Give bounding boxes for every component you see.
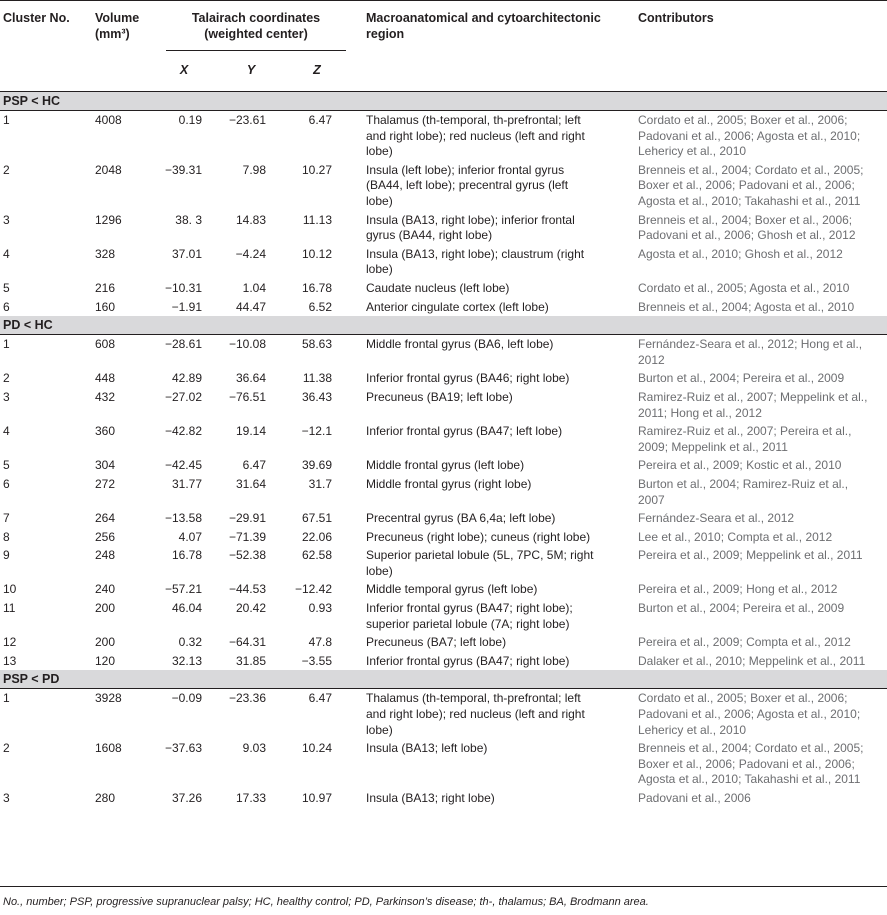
region-text: Inferior frontal gyrus (BA46; right lobe): [366, 371, 570, 386]
region-text: Precentral gyrus (BA 6,4a; left lobe): [366, 511, 556, 526]
header-region-line1: Macroanatomical and cytoarchitectonic: [366, 11, 601, 25]
table-body: [0, 92, 887, 808]
region-text: Anterior cingulate cortex (left lobe): [366, 299, 549, 314]
region-text: lobe): [366, 262, 393, 277]
z-coordinate: 58.63: [301, 337, 332, 352]
region-text: Thalamus (th-temporal, th-prefrontal; left: [366, 691, 581, 706]
region-text: Middle frontal gyrus (BA6, left lobe): [366, 337, 554, 352]
table-row: [0, 528, 887, 547]
contributors-text: Brenneis et al., 2004; Cordato et al., 2005;: [638, 741, 864, 756]
volume: 2048: [95, 162, 122, 177]
contributors-text: Lehericy et al., 2010: [638, 144, 747, 159]
cluster-number: 1: [3, 113, 10, 127]
header-region-line2: region: [366, 27, 405, 41]
region-text: Thalamus (th-temporal, th-prefrontal; left: [366, 113, 581, 127]
contributors-text: Padovani et al., 2006; Agosta et al., 2010;: [638, 707, 861, 722]
y-coordinate: 7.98: [242, 162, 266, 177]
x-coordinate: −37.63: [164, 741, 202, 756]
header-cluster: Cluster No.: [3, 11, 70, 25]
contributors-text: Padovani et al., 2006; Ghosh et al., 2012: [638, 228, 856, 243]
contributors-text: 2011; Hong et al., 2012: [638, 405, 762, 420]
table-row: [0, 245, 887, 279]
table-row: [0, 509, 887, 528]
table-row: [0, 369, 887, 388]
z-coordinate: 47.8: [308, 635, 332, 650]
cluster-number: 2: [3, 741, 10, 756]
contributors-text: 2009; Meppelink et al., 2011: [638, 439, 788, 454]
header-talairach-line1: Talairach coordinates: [191, 11, 321, 25]
table-row: [0, 161, 887, 211]
cluster-number: 2: [3, 162, 10, 177]
z-coordinate: 36.43: [301, 389, 332, 404]
volume: 3928: [95, 691, 122, 706]
region-text: Inferior frontal gyrus (BA47; right lobe): [366, 653, 570, 668]
cluster-number: 12: [3, 635, 17, 650]
table-row: [0, 789, 887, 808]
contributors-text: Boxer et al., 2006; Padovani et al., 2006;: [638, 178, 855, 193]
volume: 272: [95, 476, 116, 491]
contributors-text: Agosta et al., 2010; Ghosh et al., 2012: [638, 246, 843, 261]
y-coordinate: −23.36: [228, 691, 266, 706]
z-coordinate: 22.06: [301, 529, 332, 544]
cluster-number: 1: [3, 337, 10, 352]
cluster-number: 5: [3, 280, 10, 295]
z-coordinate: 10.27: [301, 162, 332, 177]
region-text: lobe): [366, 193, 393, 208]
table-row: [0, 111, 887, 161]
volume: 200: [95, 635, 116, 650]
cluster-number: 6: [3, 299, 10, 314]
y-coordinate: 14.83: [235, 212, 266, 227]
contributors-text: Agosta et al., 2010; Takahashi et al., 2011: [638, 772, 861, 787]
contributors-text: Pereira et al., 2009; Meppelink et al., 2011: [638, 548, 863, 563]
x-coordinate: 37.26: [171, 791, 202, 806]
cluster-number: 4: [3, 424, 10, 439]
z-coordinate: 0.93: [308, 601, 332, 616]
volume: 432: [95, 389, 116, 404]
cluster-number: 7: [3, 511, 10, 526]
x-coordinate: −28.61: [164, 337, 202, 352]
contributors-text: Pereira et al., 2009; Kostic et al., 2010: [638, 458, 842, 473]
z-coordinate: −3.55: [301, 653, 332, 668]
group-header: PD < HC: [0, 316, 887, 335]
region-text: Middle frontal gyrus (left lobe): [366, 458, 525, 473]
volume: 264: [95, 511, 116, 526]
group-header: PSP < HC: [0, 92, 887, 111]
volume: 1608: [95, 741, 122, 756]
x-coordinate: 0.19: [178, 113, 202, 127]
region-text: Insula (BA13, right lobe); claustrum (right: [366, 246, 585, 261]
y-coordinate: −10.08: [228, 337, 266, 352]
z-coordinate: 16.78: [301, 280, 332, 295]
table-row: [0, 652, 887, 671]
region-text: Insula (BA13; left lobe): [366, 741, 488, 756]
x-coordinate: 38. 3: [175, 212, 202, 227]
z-coordinate: 67.51: [301, 511, 332, 526]
cluster-number: 6: [3, 476, 10, 491]
y-coordinate: 9.03: [242, 741, 266, 756]
header-volume-line1: Volume: [95, 11, 140, 25]
cluster-number: 9: [3, 548, 10, 563]
z-coordinate: 10.12: [301, 246, 332, 261]
header-talairach-line2: (weighted center): [204, 27, 308, 41]
table-row: [0, 599, 887, 633]
contributors-text: Pereira et al., 2009; Compta et al., 2012: [638, 635, 851, 650]
region-text: Inferior frontal gyrus (BA47; left lobe): [366, 424, 563, 439]
x-coordinate: 42.89: [171, 371, 202, 386]
x-coordinate: −42.45: [164, 458, 202, 473]
y-coordinate: −71.39: [228, 529, 266, 544]
x-coordinate: 46.04: [171, 601, 202, 616]
cluster-number: 8: [3, 529, 10, 544]
cluster-number: 13: [3, 653, 17, 668]
y-coordinate: −64.31: [228, 635, 266, 650]
region-text: superior parietal lobule (7A; right lobe): [366, 616, 570, 631]
z-coordinate: 31.7: [308, 476, 332, 491]
contributors-text: Agosta et al., 2010; Takahashi et al., 2011: [638, 193, 861, 208]
x-coordinate: −57.21: [164, 582, 202, 597]
volume: 608: [95, 337, 116, 352]
region-text: Middle temporal gyrus (left lobe): [366, 582, 538, 597]
header-y: Y: [246, 63, 256, 77]
y-coordinate: 36.64: [235, 371, 266, 386]
volume: 256: [95, 529, 116, 544]
z-coordinate: 10.97: [301, 791, 332, 806]
x-coordinate: −39.31: [164, 162, 202, 177]
table-row: [0, 739, 887, 789]
contributors-text: Cordato et al., 2005; Boxer et al., 2006;: [638, 113, 848, 127]
table-row: [0, 633, 887, 652]
contributors-text: Ramirez-Ruiz et al., 2007; Meppelink et al.,: [638, 389, 868, 404]
contributors-text: Padovani et al., 2006: [638, 791, 751, 806]
region-text: Precuneus (right lobe); cuneus (right lobe): [366, 529, 591, 544]
volume: 280: [95, 791, 116, 806]
region-text: Insula (BA13, right lobe); inferior frontal: [366, 212, 575, 227]
x-coordinate: 32.13: [171, 653, 202, 668]
region-text: Insula (left lobe); inferior frontal gyrus: [366, 162, 565, 177]
header-rule: [0, 91, 887, 92]
x-coordinate: −13.58: [164, 511, 202, 526]
contributors-text: Ramirez-Ruiz et al., 2007; Pereira et al.,: [638, 424, 852, 439]
table-row: [0, 298, 887, 317]
region-text: and right lobe); red nucleus (left and right: [366, 707, 585, 722]
region-text: lobe): [366, 144, 393, 159]
table-row: [0, 335, 887, 369]
region-text: Inferior frontal gyrus (BA47; right lobe);: [366, 601, 573, 616]
y-coordinate: −4.24: [235, 246, 266, 261]
z-coordinate: 11.38: [302, 371, 332, 386]
contributors-text: Burton et al., 2004; Pereira et al., 2009: [638, 371, 845, 386]
contributors-text: Padovani et al., 2006; Agosta et al., 2010;: [638, 128, 861, 143]
talairach-underline: [166, 50, 346, 51]
cluster-number: 3: [3, 791, 10, 806]
table-footnote: No., number; PSP, progressive supranuclear palsy; HC, healthy control; PD, Parkinson’s disease; th-, thalamus; BA, Brodmann area.: [3, 896, 649, 908]
region-text: Caudate nucleus (left lobe): [366, 280, 510, 295]
volume: 4008: [95, 113, 122, 127]
y-coordinate: −29.91: [228, 511, 266, 526]
contributors-text: Boxer et al., 2006; Padovani et al., 2006;: [638, 756, 855, 771]
group-header: PSP < PD: [0, 670, 887, 689]
y-coordinate: 19.14: [235, 424, 266, 439]
z-coordinate: 6.52: [308, 299, 332, 314]
table-row: [0, 211, 887, 245]
volume: 216: [95, 280, 116, 295]
x-coordinate: −0.09: [171, 691, 202, 706]
volume: 304: [95, 458, 116, 473]
region-text: Middle frontal gyrus (right lobe): [366, 476, 532, 491]
x-coordinate: −1.91: [171, 299, 202, 314]
volume: 240: [95, 582, 116, 597]
cluster-number: 3: [3, 212, 10, 227]
z-coordinate: 6.47: [308, 113, 332, 127]
contributors-text: Fernández-Seara et al., 2012; Hong et al.,: [638, 337, 863, 352]
header-volume-line2: (mm³): [95, 27, 130, 41]
region-text: (BA44, left lobe); precentral gyrus (left: [366, 178, 569, 193]
table-row: [0, 689, 887, 739]
table-row: [0, 388, 887, 422]
cluster-number: 10: [3, 582, 17, 597]
header-contributors: Contributors: [638, 11, 714, 25]
table-row: [0, 475, 887, 509]
volume: 448: [95, 371, 116, 386]
region-text: lobe): [366, 722, 393, 737]
table-bottom-rule: [0, 886, 887, 887]
volume: 200: [95, 601, 116, 616]
region-text: gyrus (BA44, right lobe): [366, 228, 493, 243]
x-coordinate: 0.32: [178, 635, 202, 650]
cluster-number: 5: [3, 458, 10, 473]
table-row: [0, 546, 887, 580]
cluster-number: 2: [3, 371, 10, 386]
x-coordinate: 31.77: [171, 476, 202, 491]
table-header: [0, 0, 887, 92]
volume: 248: [95, 548, 116, 563]
y-coordinate: 1.04: [242, 280, 266, 295]
contributors-text: Pereira et al., 2009; Hong et al., 2012: [638, 582, 838, 597]
cluster-number: 11: [3, 601, 16, 616]
region-text: and right lobe); red nucleus (left and right: [366, 128, 585, 143]
region-text: lobe): [366, 563, 393, 578]
x-coordinate: 37.01: [171, 246, 202, 261]
contributors-text: Cordato et al., 2005; Boxer et al., 2006;: [638, 691, 848, 706]
z-coordinate: 62.58: [301, 548, 332, 563]
z-coordinate: 10.24: [301, 741, 332, 756]
contributors-text: Dalaker et al., 2010; Meppelink et al., 2011: [638, 653, 866, 668]
y-coordinate: 31.64: [235, 476, 266, 491]
x-coordinate: 4.07: [178, 529, 202, 544]
y-coordinate: 17.33: [235, 791, 266, 806]
z-coordinate: 6.47: [308, 691, 332, 706]
contributors-text: Fernández-Seara et al., 2012: [638, 511, 795, 526]
y-coordinate: −76.51: [228, 389, 266, 404]
volume: 120: [95, 653, 116, 668]
x-coordinate: −10.31: [164, 280, 202, 295]
contributors-text: 2012: [638, 352, 665, 367]
contributors-text: Brenneis et al., 2004; Boxer et al., 2006;: [638, 212, 853, 227]
cluster-number: 3: [3, 389, 10, 404]
cluster-number: 1: [3, 691, 10, 706]
volume: 160: [95, 299, 116, 314]
cluster-number: 4: [3, 246, 10, 261]
y-coordinate: −23.61: [228, 113, 266, 127]
table-row: [0, 279, 887, 298]
contributors-text: Lee et al., 2010; Compta et al., 2012: [638, 529, 833, 544]
x-coordinate: 16.78: [171, 548, 202, 563]
volume: 360: [95, 424, 116, 439]
table-row: [0, 456, 887, 475]
y-coordinate: −44.53: [228, 582, 266, 597]
z-coordinate: 39.69: [301, 458, 332, 473]
y-coordinate: 44.47: [235, 299, 266, 314]
y-coordinate: −52.38: [228, 548, 266, 563]
z-coordinate: −12.42: [294, 582, 332, 597]
region-text: Precuneus (BA19; left lobe): [366, 389, 513, 404]
y-coordinate: 31.85: [235, 653, 266, 668]
x-coordinate: −42.82: [164, 424, 202, 439]
contributors-text: Brenneis et al., 2004; Cordato et al., 2005;: [638, 162, 864, 177]
region-text: Superior parietal lobule (5L, 7PC, 5M; right: [366, 548, 594, 563]
header-x: X: [179, 63, 189, 77]
contributors-text: Burton et al., 2004; Pereira et al., 2009: [638, 601, 845, 616]
contributors-text: Burton et al., 2004; Ramirez-Ruiz et al.,: [638, 476, 849, 491]
y-coordinate: 6.47: [242, 458, 266, 473]
z-coordinate: 11.13: [302, 212, 332, 227]
region-text: Precuneus (BA7; left lobe): [366, 635, 507, 650]
contributors-text: Lehericy et al., 2010: [638, 722, 747, 737]
y-coordinate: 20.42: [235, 601, 266, 616]
contributors-text: 2007: [638, 492, 665, 507]
x-coordinate: −27.02: [164, 389, 202, 404]
volume: 328: [95, 246, 116, 261]
table-row: [0, 422, 887, 456]
z-coordinate: −12.1: [301, 424, 332, 439]
header-z: Z: [313, 63, 321, 77]
contributors-text: Brenneis et al., 2004; Agosta et al., 2010: [638, 299, 855, 314]
table-row: [0, 580, 887, 599]
region-text: Insula (BA13; right lobe): [366, 791, 495, 806]
volume: 1296: [95, 212, 122, 227]
contributors-text: Cordato et al., 2005; Agosta et al., 2010: [638, 280, 850, 295]
